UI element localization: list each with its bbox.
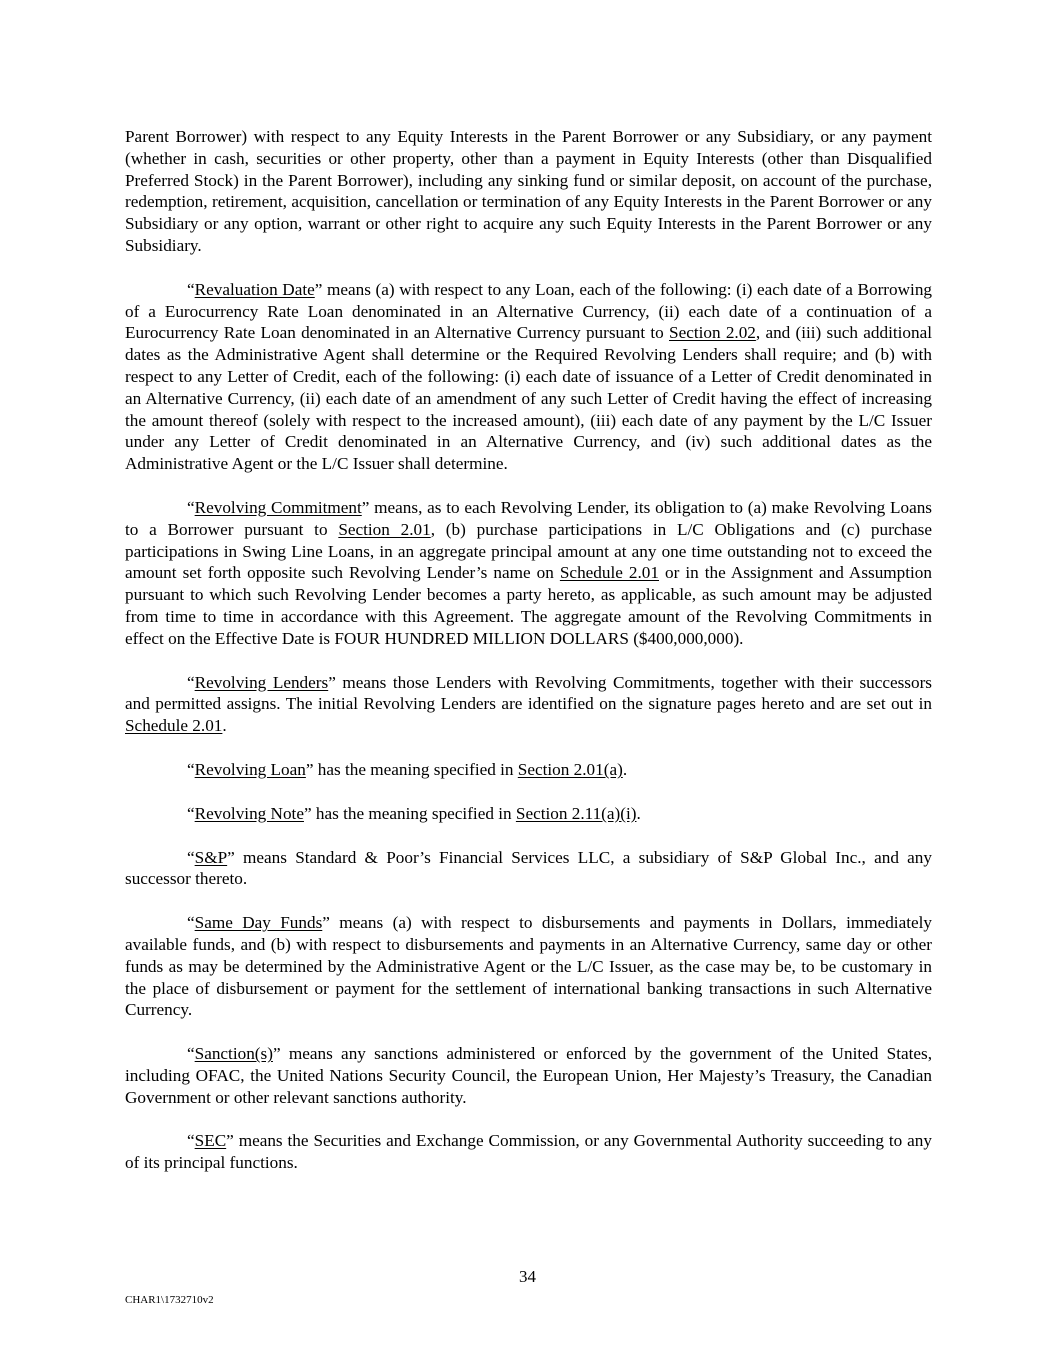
definition-text: “: [187, 759, 195, 779]
document-id: CHAR1\1732710v2: [125, 1294, 214, 1306]
definition-text: “: [187, 497, 195, 517]
definition-text: .: [622, 759, 628, 779]
definition-text: ” means any sanctions administered or enforced by the government of the United States, including OFAC, the United Nations Security Council, the European Union, Her Majesty’s Treasury, the Canadian Government or other relevant sanctions authority.: [125, 1044, 932, 1107]
page-number: 34: [519, 1267, 536, 1286]
definition-text: , (b) purchase participations in L/C Obligations and (c) purchase participations in Swing Line Loans, in an aggregate principal amount at any one time outstanding not to exceed the amount set forth opposite such Revolving Lender’s name on: [125, 519, 932, 583]
definition-text: ” means, as to each Revolving Lender, its obligation to (a) make Revolving Loans to a Borrower pursuant to: [125, 497, 932, 539]
cross-reference: Section 2.11(a)(i): [515, 803, 637, 823]
definition-text: .: [222, 716, 227, 736]
definition-text: ” means Standard & Poor’s Financial Services LLC, a subsidiary of S&P Global Inc., and any successor thereto.: [125, 847, 932, 889]
defined-term: Sanction(s): [194, 1044, 273, 1064]
definition-paragraph: [125, 1043, 932, 1108]
definition-text: .: [636, 803, 641, 823]
document-body: [125, 126, 932, 1196]
definition-text: or in the Assignment and Assumption pursuant to which such Revolving Lender becomes a party hereto, as applicable, as such amount may be adjusted from time to time in accordance with this Agreement. The aggregate amount of the Revolving Commitments in effect on the Effective Date is FOUR HUNDRED MILLION DOLLARS ($400,000,000).: [125, 563, 932, 648]
definition-paragraph: [125, 1130, 932, 1174]
cross-reference: Section 2.02: [669, 323, 756, 343]
definition-text: “: [187, 847, 195, 867]
definition-text: “: [187, 279, 195, 299]
cross-reference: Section 2.01: [338, 519, 431, 539]
cross-reference: Schedule 2.01: [125, 716, 223, 736]
defined-term: Revaluation Date: [194, 279, 315, 299]
definition-text: ” has the meaning specified in: [303, 803, 516, 823]
defined-term: S&P: [194, 847, 228, 867]
definition-text: ” means those Lenders with Revolving Commitments, together with their successors and permitted assigns. The initial Revolving Lenders are identified on the signature pages hereto and are set out in: [125, 672, 932, 714]
defined-term: SEC: [194, 1131, 227, 1151]
defined-term: Revolving Loan: [194, 759, 306, 779]
defined-term: Revolving Commitment: [194, 497, 362, 517]
definition-text: “: [187, 1044, 195, 1064]
definition-paragraph: [125, 912, 932, 1021]
definition-paragraph: [125, 847, 932, 891]
cross-reference: Section 2.01(a): [517, 759, 623, 779]
definition-text: “: [187, 672, 195, 692]
definition-paragraph: [125, 803, 932, 825]
definition-text: ” has the meaning specified in: [305, 759, 518, 779]
definition-text: ” means (a) with respect to any Loan, each of the following: (i) each date of a Borrowing of a Eurocurrency Rate Loan denominated in an Alternative Currency, (ii) each date of a continuation of a Eurocurrency Rate Loan denominated in an Alternative Currency pursuant to: [125, 279, 933, 343]
definition-text: “: [187, 803, 195, 823]
definition-paragraph: [125, 672, 932, 737]
definition-text: , and (iii) such additional dates as the Administrative Agent shall determine or the Required Revolving Lenders shall require; and (b) with respect to any Letter of Credit, each of the following: (i) each date of issuance of a Letter of Credit denominated in an Alternative Currency, (ii) each date of an amendment of any such Letter of Credit having the effect of increasing the amount thereof (solely with respect to the increased amount), (iii) each date of any payment by the L/C Issuer under any Letter of Credit denominated in an Alternative Currency, and (iv) such additional dates as the Administrative Agent or the L/C Issuer shall determine.: [125, 323, 933, 474]
defined-term: Revolving Note: [194, 803, 304, 823]
definition-paragraph: [125, 497, 932, 650]
definition-text: ” means the Securities and Exchange Commission, or any Governmental Authority succeeding to any of its principal functions.: [125, 1131, 932, 1173]
continuation-paragraph: Parent Borrower) with respect to any Equity Interests in the Parent Borrower or any Subsidiary, or any payment (whether in cash, securities or other property, other than a payment in Equity Interests (other than Disqualified Preferred Stock) in the Parent Borrower), including any sinking fund or similar deposit, on account of the purchase, redemption, retirement, acquisition, cancellation or termination of any Equity Interests in the Parent Borrower or any Subsidiary or any option, warrant or other right to acquire any such Equity Interests in the Parent Borrower or any Subsidiary.: [125, 127, 932, 255]
definition-text: “: [187, 913, 195, 933]
defined-term: Same Day Funds: [194, 913, 323, 933]
definition-text: ” means (a) with respect to disbursements and payments in Dollars, immediately available funds, and (b) with respect to disbursements and payments in an Alternative Currency, same day or other funds as may be determined by the Administrative Agent or the L/C Issuer, as the case may be, to be customary in the place of disbursement or payment for the settlement of international banking transactions in such Alternative Currency.: [125, 913, 932, 1020]
definition-paragraph: [125, 279, 932, 475]
definition-text: “: [187, 1131, 195, 1151]
definition-paragraph: [125, 759, 932, 781]
cross-reference: Schedule 2.01: [559, 563, 659, 583]
defined-term: Revolving Lenders: [194, 672, 329, 692]
definitions-list: [125, 279, 932, 1174]
